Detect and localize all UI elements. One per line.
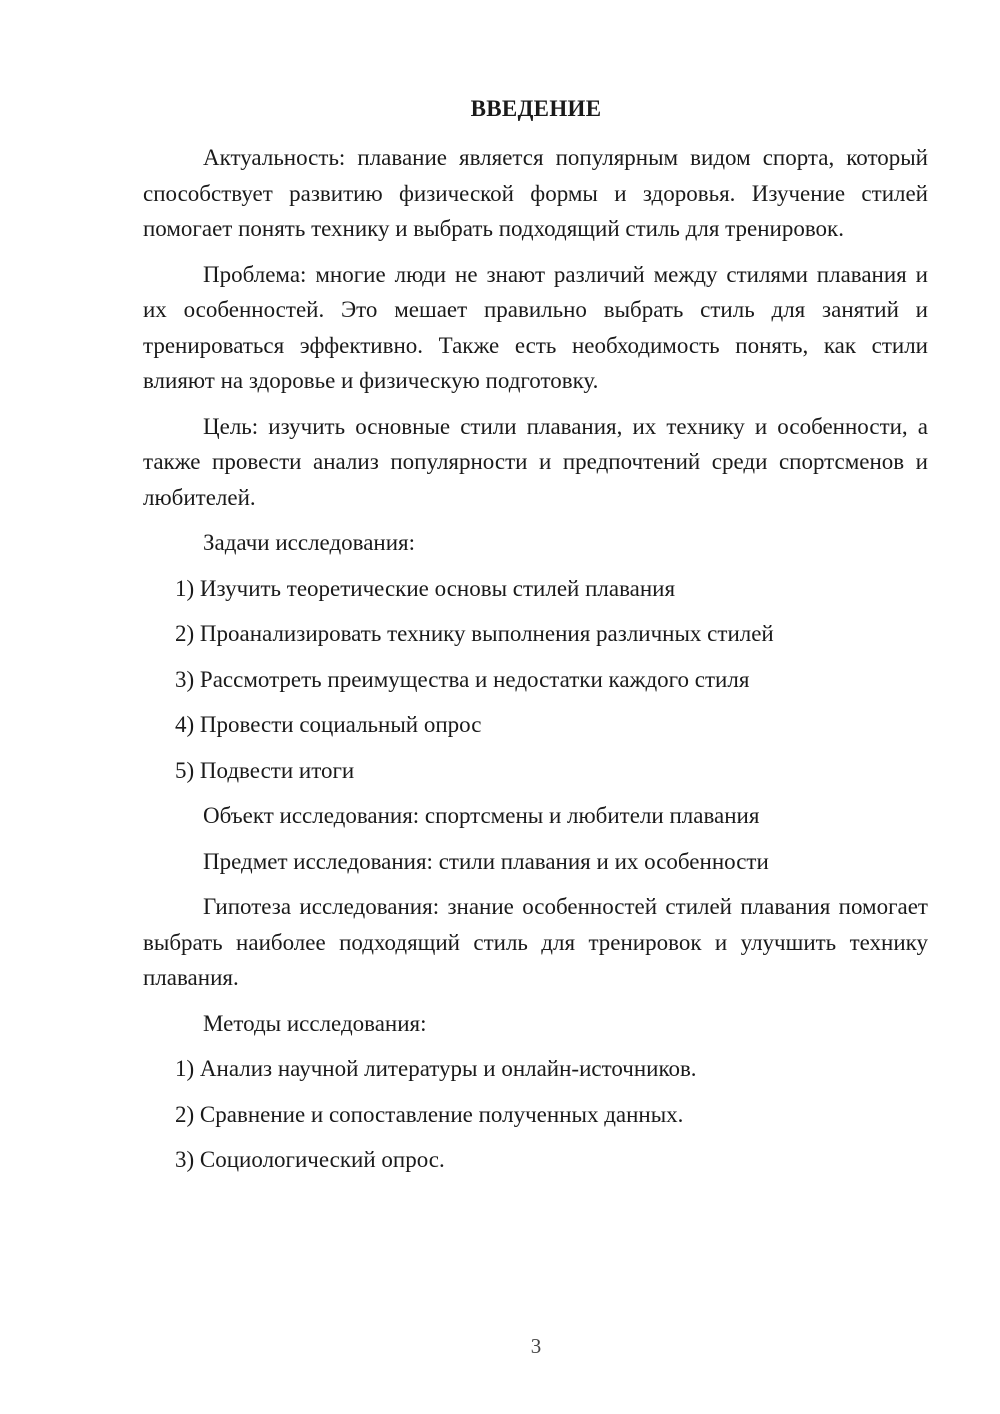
- goal-paragraph: Цель: изучить основные стили плавания, их технику и особенности, а также провести анализ популярности и предпочтений среди спортсменов и любителей.: [143, 413, 928, 510]
- task-item: 4) Провести социальный опрос: [175, 712, 482, 737]
- hypothesis-paragraph: Гипотеза исследования: знание особенностей стилей плавания помогает выбрать наиболее подходящий стиль для тренировок и улучшить технику плавания.: [143, 894, 928, 990]
- task-item: 2) Проанализировать технику выполнения различных стилей: [175, 621, 774, 646]
- relevance-paragraph: Актуальность: плавание является популярным видом спорта, который способствует развитию физической формы и здоровья. Изучение стилей помогает понять технику и выбрать подходящий стиль для тренировок.: [143, 145, 928, 241]
- task-item: 5) Подвести итоги: [175, 757, 355, 783]
- method-item: 3) Социологический опрос.: [175, 1147, 445, 1172]
- problem-paragraph: Проблема: многие люди не знают различий между стилями плавания и их особенностей. Это мешает правильно выбрать стиль для занятий и тренироваться эффективно. Также есть необходимость понять, как стили влияют на здоровье и физическую подготовку.: [143, 261, 928, 393]
- method-item: 1) Анализ научной литературы и онлайн-источников.: [175, 1056, 697, 1081]
- method-item: 2) Сравнение и сопоставление полученных данных.: [175, 1101, 684, 1127]
- page-number: 3: [530, 1334, 542, 1358]
- tasks-title: Задачи исследования:: [203, 530, 416, 555]
- research-subject: Предмет исследования: стили плавания и их особенности: [203, 848, 769, 874]
- body-text: [143, 140, 928, 1188]
- page-heading: ВВЕДЕНИЕ: [470, 96, 602, 121]
- task-item: 1) Изучить теоретические основы стилей плавания: [175, 575, 676, 601]
- task-item: 3) Рассмотреть преимущества и недостатки каждого стиля: [175, 666, 750, 692]
- research-object: Объект исследования: спортсмены и любители плавания: [203, 803, 760, 828]
- methods-title: Методы исследования:: [203, 1010, 427, 1036]
